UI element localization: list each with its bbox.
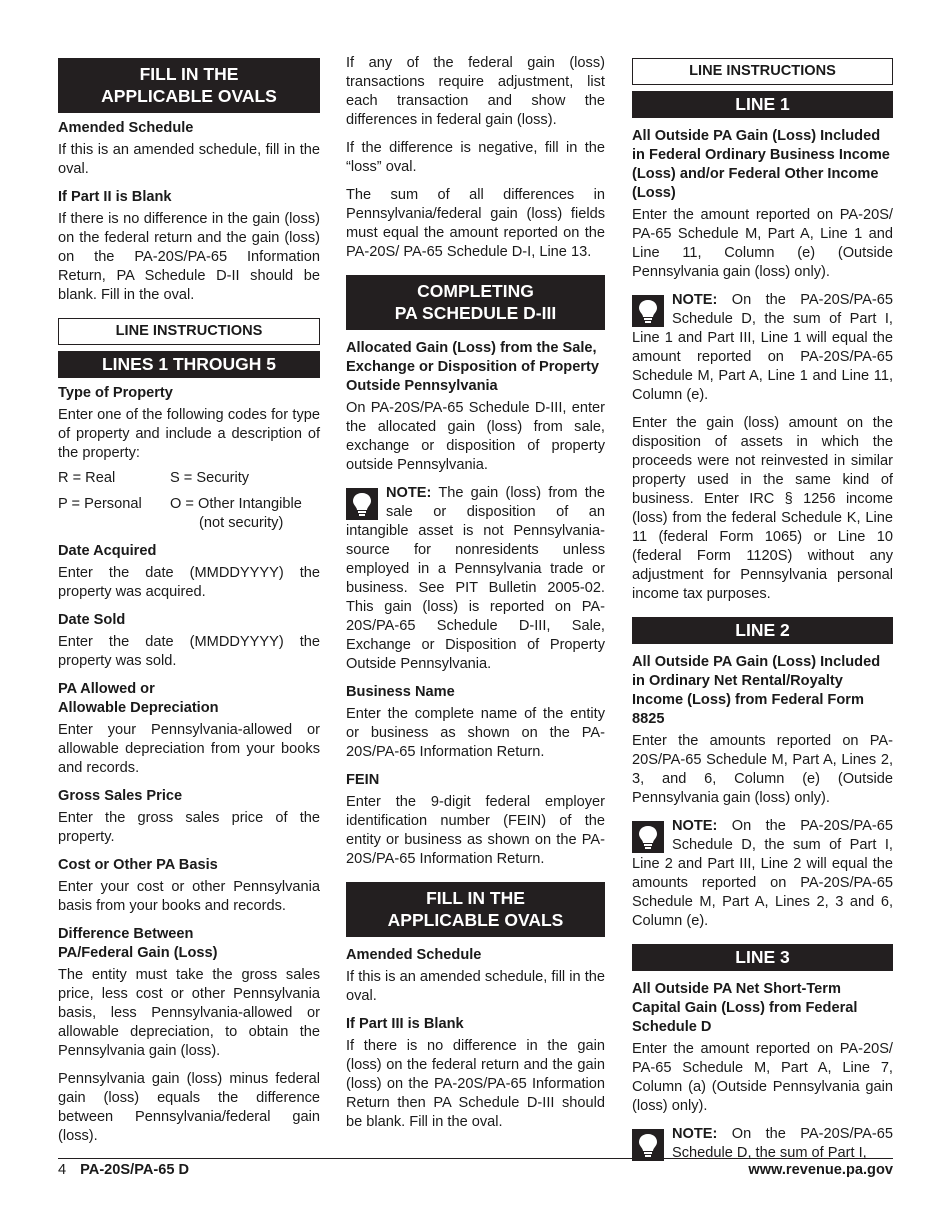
note-line-3: NOTE: On the PA-20S/PA-65 Schedule D, the sum of Part I, <box>632 1125 893 1163</box>
paragraph: If there is no difference in the gain (loss) on the federal return and the gain (loss) on the PA-20S/PA-65 Information Return, PA Schedule D-II should be blank. Fill in the oval. <box>58 211 320 303</box>
subheading-cost-basis: Cost or Other PA Basis <box>58 857 218 873</box>
subheading-difference: Difference Between PA/Federal Gain (Loss) <box>58 926 218 961</box>
section-header-completing-d-iii: COMPLETING PA SCHEDULE D-III <box>346 275 605 330</box>
note-intangible-asset: NOTE: The gain (loss) from the sale or disposition of an intangible asset is not Pennsylvania-source for nonresidents unless employed in a Pennsylvania trade or business. See PIT Bulletin 2005-02. This gain (loss) is reported on PA-20S/PA-65 Schedule D-III, Sale, Exchange or Disposition of Property Outside Pennsylvania. <box>346 485 605 672</box>
column-2 <box>346 54 605 1132</box>
lightbulb-icon <box>632 1129 664 1161</box>
paragraph: Enter the date (MMDDYYYY) the property was sold. <box>58 634 320 669</box>
paragraph: Enter the 9-digit federal employer identification number (FEIN) of the entity or business as shown on the PA-20S/PA-65 Information Return. <box>346 794 605 867</box>
form-name: PA-20S/PA-65 D <box>80 1162 190 1178</box>
paragraph: If there is no difference in the gain (loss) on the federal return and the gain (loss) on the PA-20S/PA-65 Information Return then PA Schedule D-III should be blank. Fill in the oval. <box>346 1038 605 1130</box>
paragraph: Enter the amount reported on PA-20S/ PA-65 Schedule M, Part A, Line 1 and Line 11, Column (e) (Outside Pennsylvania gain (loss) only). <box>632 207 893 280</box>
paragraph: If this is an amended schedule, fill in the oval. <box>346 969 605 1004</box>
section-header-line-2: LINE 2 <box>632 617 893 644</box>
subheading-amended-schedule: Amended Schedule <box>346 947 482 963</box>
line-instructions-box: LINE INSTRUCTIONS <box>632 58 893 85</box>
paragraph: Enter the gross sales price of the property. <box>58 810 320 845</box>
paragraph: Enter the gain (loss) amount on the disposition of assets in which the proceeds were not reinvested in similar property used in the same kind of business. Enter IRC § 1256 income (loss) from the federal Schedule K, Line 11 (federal Form 1065) or Line 10 (federal Form 1120S) without any adjustment for Pennsylvania personal income tax purposes. <box>632 415 893 602</box>
subheading-line-3: All Outside PA Net Short-Term Capital Gain (Loss) from Federal Schedule D <box>632 981 858 1035</box>
page-number: 4 <box>58 1162 67 1178</box>
paragraph: Pennsylvania gain (loss) minus federal gain (loss) equals the difference between Pennsylvania/federal gain (loss). <box>58 1071 320 1144</box>
subheading-gross-sales-price: Gross Sales Price <box>58 788 183 804</box>
subheading-fein: FEIN <box>346 772 380 788</box>
paragraph: Enter one of the following codes for type of property and include a description of the property: <box>58 407 320 461</box>
subheading-amended-schedule: Amended Schedule <box>58 120 194 136</box>
subheading-date-acquired: Date Acquired <box>58 543 157 559</box>
section-header-fill-ovals-2: FILL IN THE APPLICABLE OVALS <box>346 882 605 937</box>
paragraph: The sum of all differences in Pennsylvania/federal gain (loss) fields must equal the amount reported on the PA-20S/ PA-65 Schedule D-I, Line 13. <box>346 187 605 260</box>
paragraph: Enter the amount reported on PA-20S/ PA-65 Schedule M, Part A, Line 7, Column (a) (Outside Pennsylvania gain (loss) only). <box>632 1041 893 1114</box>
subheading-date-sold: Date Sold <box>58 612 126 628</box>
column-1 <box>58 58 320 1146</box>
lightbulb-icon <box>632 295 664 327</box>
note-line-1: NOTE: On the PA-20S/PA-65 Schedule D, the sum of Part I, Line 1 and Part III, Line 1 will equal the amount reported on PA-20S/PA-65 Schedule M, Part A, Line 1 and Line 11, Column (e). <box>632 292 893 403</box>
paragraph: Enter your cost or other Pennsylvania basis from your books and records. <box>58 879 320 914</box>
subheading-allocated-gain: Allocated Gain (Loss) from the Sale, Exchange or Disposition of Property Outside Pennsylvania <box>346 340 599 394</box>
paragraph: If the difference is negative, fill in the “loss” oval. <box>346 140 605 175</box>
section-header-lines-1-5: LINES 1 THROUGH 5 <box>58 351 320 378</box>
lightbulb-icon <box>346 488 378 520</box>
paragraph: If any of the federal gain (loss) transactions require adjustment, list each transaction and show the differences in federal gain (loss). <box>346 55 605 128</box>
lightbulb-icon <box>632 821 664 853</box>
subheading-type-of-property: Type of Property <box>58 385 173 401</box>
footer-left <box>58 1162 189 1178</box>
note-line-2: NOTE: On the PA-20S/PA-65 Schedule D, the sum of Part I, Line 2 and Part III, Line 2 will equal the amounts reported on PA-20S/PA-65 Schedule M, Part A, Lines 2, 3 and 6, Column (e). <box>632 818 893 929</box>
section-header-fill-ovals: FILL IN THE APPLICABLE OVALS <box>58 58 320 113</box>
column-3 <box>632 58 893 1163</box>
line-instructions-box: LINE INSTRUCTIONS <box>58 318 320 345</box>
paragraph: Enter the date (MMDDYYYY) the property was acquired. <box>58 565 320 600</box>
subheading-part-iii-blank: If Part III is Blank <box>346 1016 464 1032</box>
paragraph: Enter your Pennsylvania-allowed or allowable depreciation from your books and records. <box>58 722 320 776</box>
paragraph: The entity must take the gross sales price, less cost or other Pennsylvania basis, less Pennsylvania-allowed or allowable depreciation, to obtain the Pennsylvania gain (loss). <box>58 967 320 1059</box>
section-header-line-3: LINE 3 <box>632 944 893 971</box>
paragraph: If this is an amended schedule, fill in the oval. <box>58 142 320 177</box>
subheading-line-1: All Outside PA Gain (Loss) Included in Federal Ordinary Business Income (Loss) and/or Federal Other Income (Loss) <box>632 128 890 201</box>
subheading-depreciation: PA Allowed or Allowable Depreciation <box>58 681 219 716</box>
paragraph: On PA-20S/PA-65 Schedule D-III, enter the allocated gain (loss) from sale, exchange or disposition of property outside Pennsylvania. <box>346 400 605 473</box>
footer-divider <box>58 1158 893 1159</box>
paragraph: Enter the amounts reported on PA-20S/PA-65 Schedule M, Part A, Lines 2, 3, and 6, Column (e) (Outside Pennsylvania gain (loss) only). <box>632 733 893 806</box>
paragraph: Enter the complete name of the entity or business as shown on the PA-20S/PA-65 Information Return. <box>346 706 605 760</box>
property-codes: R = Real S = Security P = Personal O = Other Intangible (not security) <box>58 470 302 531</box>
subheading-part-ii-blank: If Part II is Blank <box>58 189 172 205</box>
website-link[interactable]: www.revenue.pa.gov <box>748 1162 893 1178</box>
subheading-line-2: All Outside PA Gain (Loss) Included in Ordinary Net Rental/Royalty Income (Loss) from Federal Form 8825 <box>632 654 881 727</box>
section-header-line-1: LINE 1 <box>632 91 893 118</box>
subheading-business-name: Business Name <box>346 684 455 700</box>
